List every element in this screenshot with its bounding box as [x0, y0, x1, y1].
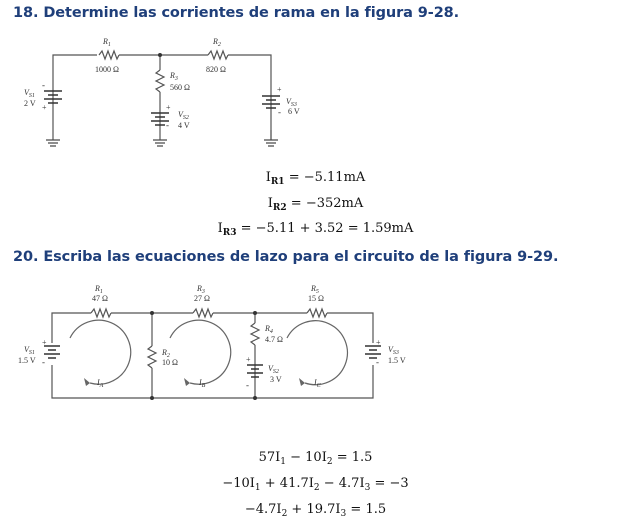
svg-text:VS3: $V_{S3}$ — [388, 345, 399, 356]
svg-text:+: + — [42, 338, 47, 347]
answer-ir2: $I_{R2} = -352mA$ — [267, 196, 364, 213]
svg-text:IA: $I_A$ — [97, 378, 104, 389]
loop-equation-1: $57I_1 - 10I_2 = 1.5$ — [258, 450, 373, 467]
svg-text:2 V: 2 V — [24, 99, 36, 108]
svg-text:IC: $I_C$ — [314, 378, 321, 389]
svg-text:VS3: $V_{S3}$ — [286, 97, 297, 108]
svg-text:-: - — [376, 357, 379, 367]
svg-text:4.7 Ω: 4.7 Ω — [265, 335, 283, 344]
svg-text:R5: $R_5$ — [311, 284, 319, 295]
problem-18-heading: 18. Determine las corrientes de rama en la figura 9-28. — [13, 5, 460, 21]
svg-text:+: + — [277, 85, 282, 94]
svg-text:-: - — [278, 107, 281, 117]
svg-text:820 Ω: 820 Ω — [206, 65, 226, 74]
svg-text:R1: $R_1$ — [95, 284, 103, 295]
svg-text:-: - — [42, 357, 45, 367]
answer-ir1: $I_{R1} = -5.11mA$ — [265, 170, 366, 187]
svg-text:1000 Ω: 1000 Ω — [95, 65, 119, 74]
svg-text:R1: $R_1$ — [103, 37, 111, 48]
svg-text:6 V: 6 V — [288, 107, 300, 116]
svg-text:R2: $R_2$ — [162, 348, 170, 359]
svg-text:VS2: $V_{S2}$ — [178, 110, 189, 121]
svg-text:+: + — [246, 355, 251, 364]
svg-text:VS2: $V_{S2}$ — [268, 364, 279, 375]
svg-text:15 Ω: 15 Ω — [308, 294, 324, 303]
problem-20-heading: 20. Escriba las ecuaciones de lazo para el circuito de la figura 9-29. — [13, 249, 559, 265]
svg-text:-: - — [42, 80, 45, 90]
svg-text:-: - — [246, 380, 249, 390]
svg-text:IB: $I_B$ — [199, 378, 206, 389]
svg-text:+: + — [42, 103, 47, 112]
svg-text:R2: $R_2$ — [213, 37, 221, 48]
loop-equation-3: $-4.7I_2 + 19.7I_3 = 1.5$ — [244, 502, 387, 519]
svg-text:3 V: 3 V — [270, 375, 282, 384]
svg-text:-: - — [166, 120, 169, 130]
svg-text:27 Ω: 27 Ω — [194, 294, 210, 303]
svg-text:560 Ω: 560 Ω — [170, 83, 190, 92]
answer-ir3: $I_{R3} = -5.11 + 3.52 = 1.59mA$ — [217, 221, 414, 238]
circuit-figure-9-28 — [0, 30, 320, 155]
circuit-figure-9-29 — [0, 280, 420, 410]
loop-equation-2: $-10I_1 + 41.7I_2 - 4.7I_3 = -3$ — [222, 476, 409, 493]
svg-text:R3: $R_3$ — [197, 284, 205, 295]
svg-text:1.5 V: 1.5 V — [388, 356, 406, 365]
svg-text:VS1: $V_{S1}$ — [24, 88, 35, 99]
svg-text:VS1: $V_{S1}$ — [24, 345, 35, 356]
svg-text:+: + — [376, 338, 381, 347]
svg-text:4 V: 4 V — [178, 121, 190, 130]
svg-text:1.5 V: 1.5 V — [18, 356, 36, 365]
svg-text:+: + — [166, 103, 171, 112]
svg-text:47 Ω: 47 Ω — [92, 294, 108, 303]
svg-text:R4: $R_4$ — [265, 324, 273, 335]
svg-text:10 Ω: 10 Ω — [162, 358, 178, 367]
svg-text:R3: $R_3$ — [170, 71, 178, 82]
